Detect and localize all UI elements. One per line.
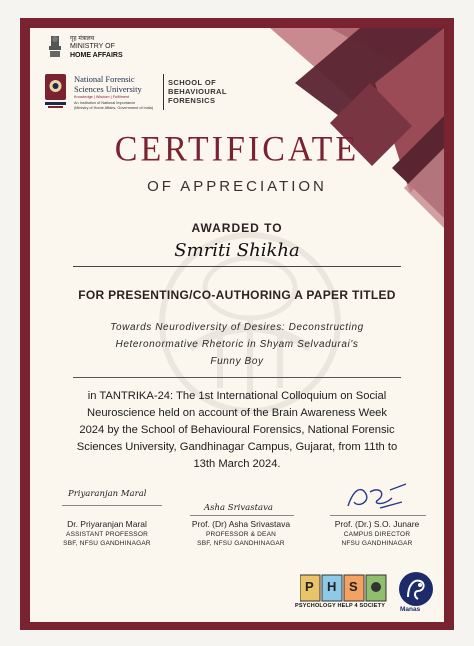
certificate-subtitle: OF APPRECIATION — [147, 178, 327, 195]
phs-letter-p: P — [305, 579, 314, 594]
signature-line-1 — [62, 505, 162, 506]
school-name-line3: FORENSICS — [168, 96, 216, 105]
body-text-line2: Neuroscience held on account of the Brain Awareness Week — [87, 407, 387, 419]
awarded-to-label: AWARDED TO — [191, 221, 283, 235]
phs-letter-s: S — [349, 579, 358, 594]
signatory-3-name: Prof. (Dr.) S.O. Junare — [334, 519, 420, 529]
presenting-label: FOR PRESENTING/CO-AUTHORING A PAPER TITLED — [78, 288, 396, 302]
university-name-line1: National Forensic — [74, 74, 135, 84]
manas-logo-icon — [398, 571, 434, 607]
signatory-2-affiliation: SBF, NFSU GANDHINAGAR — [197, 540, 285, 547]
signatory-1-name: Dr. Priyaranjan Maral — [67, 519, 147, 529]
body-text-line3: 2024 by the School of Behavioural Forensics, National Forensic — [79, 424, 395, 436]
university-tagline: Knowledge | Wisdom | Fulfilment — [74, 95, 130, 99]
ministry-hindi-label: गृह मंत्रालय — [70, 36, 95, 42]
ministry-label-line1: MINISTRY OF — [70, 43, 115, 50]
manas-label: Manas — [400, 606, 421, 613]
paper-title-underline — [73, 377, 401, 378]
paper-title-line1: Towards Neurodiversity of Desires: Deconstructing — [110, 322, 364, 333]
certificate-body — [30, 28, 444, 622]
signatory-1-affiliation: SBF, NFSU GANDHINAGAR — [63, 540, 151, 547]
paper-title-line2: Heteronormative Rhetoric in Shyam Selvadurai's — [115, 339, 359, 350]
signatory-2-role: PROFESSOR & DEAN — [205, 531, 277, 538]
phs-letter-h: H — [327, 579, 337, 594]
body-text-line4: Sciences University, Gandhinagar Campus, Gujarat, from 11th to — [76, 441, 398, 453]
body-text-line1: in TANTRIKA-24: The 1st International Colloquium on Social — [87, 390, 387, 402]
certificate-title: CERTIFICATE — [114, 130, 360, 169]
signature-line-3 — [330, 515, 426, 516]
signatory-3-role: CAMPUS DIRECTOR — [343, 531, 411, 538]
signatory-2-name: Prof. (Dr) Asha Srivastava — [191, 519, 291, 529]
phs-caption: PSYCHOLOGY HELP 4 SOCIETY — [295, 603, 386, 609]
recipient-name: Smriti Shikha — [174, 240, 300, 261]
school-name-line1: SCHOOL OF — [168, 78, 217, 87]
university-status-line1: An Institution of National Importance — [74, 101, 136, 105]
ministry-label-line2: HOME AFFAIRS — [70, 52, 123, 59]
signatory-1-role: ASSISTANT PROFESSOR — [66, 531, 148, 538]
signature-1: Priyaranjan Maral — [68, 489, 147, 499]
body-text-line5: 13th March 2024. — [193, 458, 281, 470]
nfsu-logo-icon — [43, 72, 68, 110]
national-emblem-icon — [45, 34, 65, 60]
signature-3-scribble — [340, 480, 412, 514]
recipient-underline — [73, 266, 401, 267]
signature-2: Asha Srivastava — [204, 503, 273, 513]
school-name-line2: BEHAVIOURAL — [168, 87, 227, 96]
paper-title-line3: Funny Boy — [210, 356, 264, 367]
signatory-3-affiliation: NFSU GANDHINAGAR — [341, 540, 413, 547]
signature-line-2 — [190, 515, 294, 516]
header-divider — [163, 74, 164, 110]
university-status-line2: (Ministry of Home Affairs, Government of India) — [74, 106, 154, 110]
university-name-line2: Sciences University — [74, 84, 142, 94]
